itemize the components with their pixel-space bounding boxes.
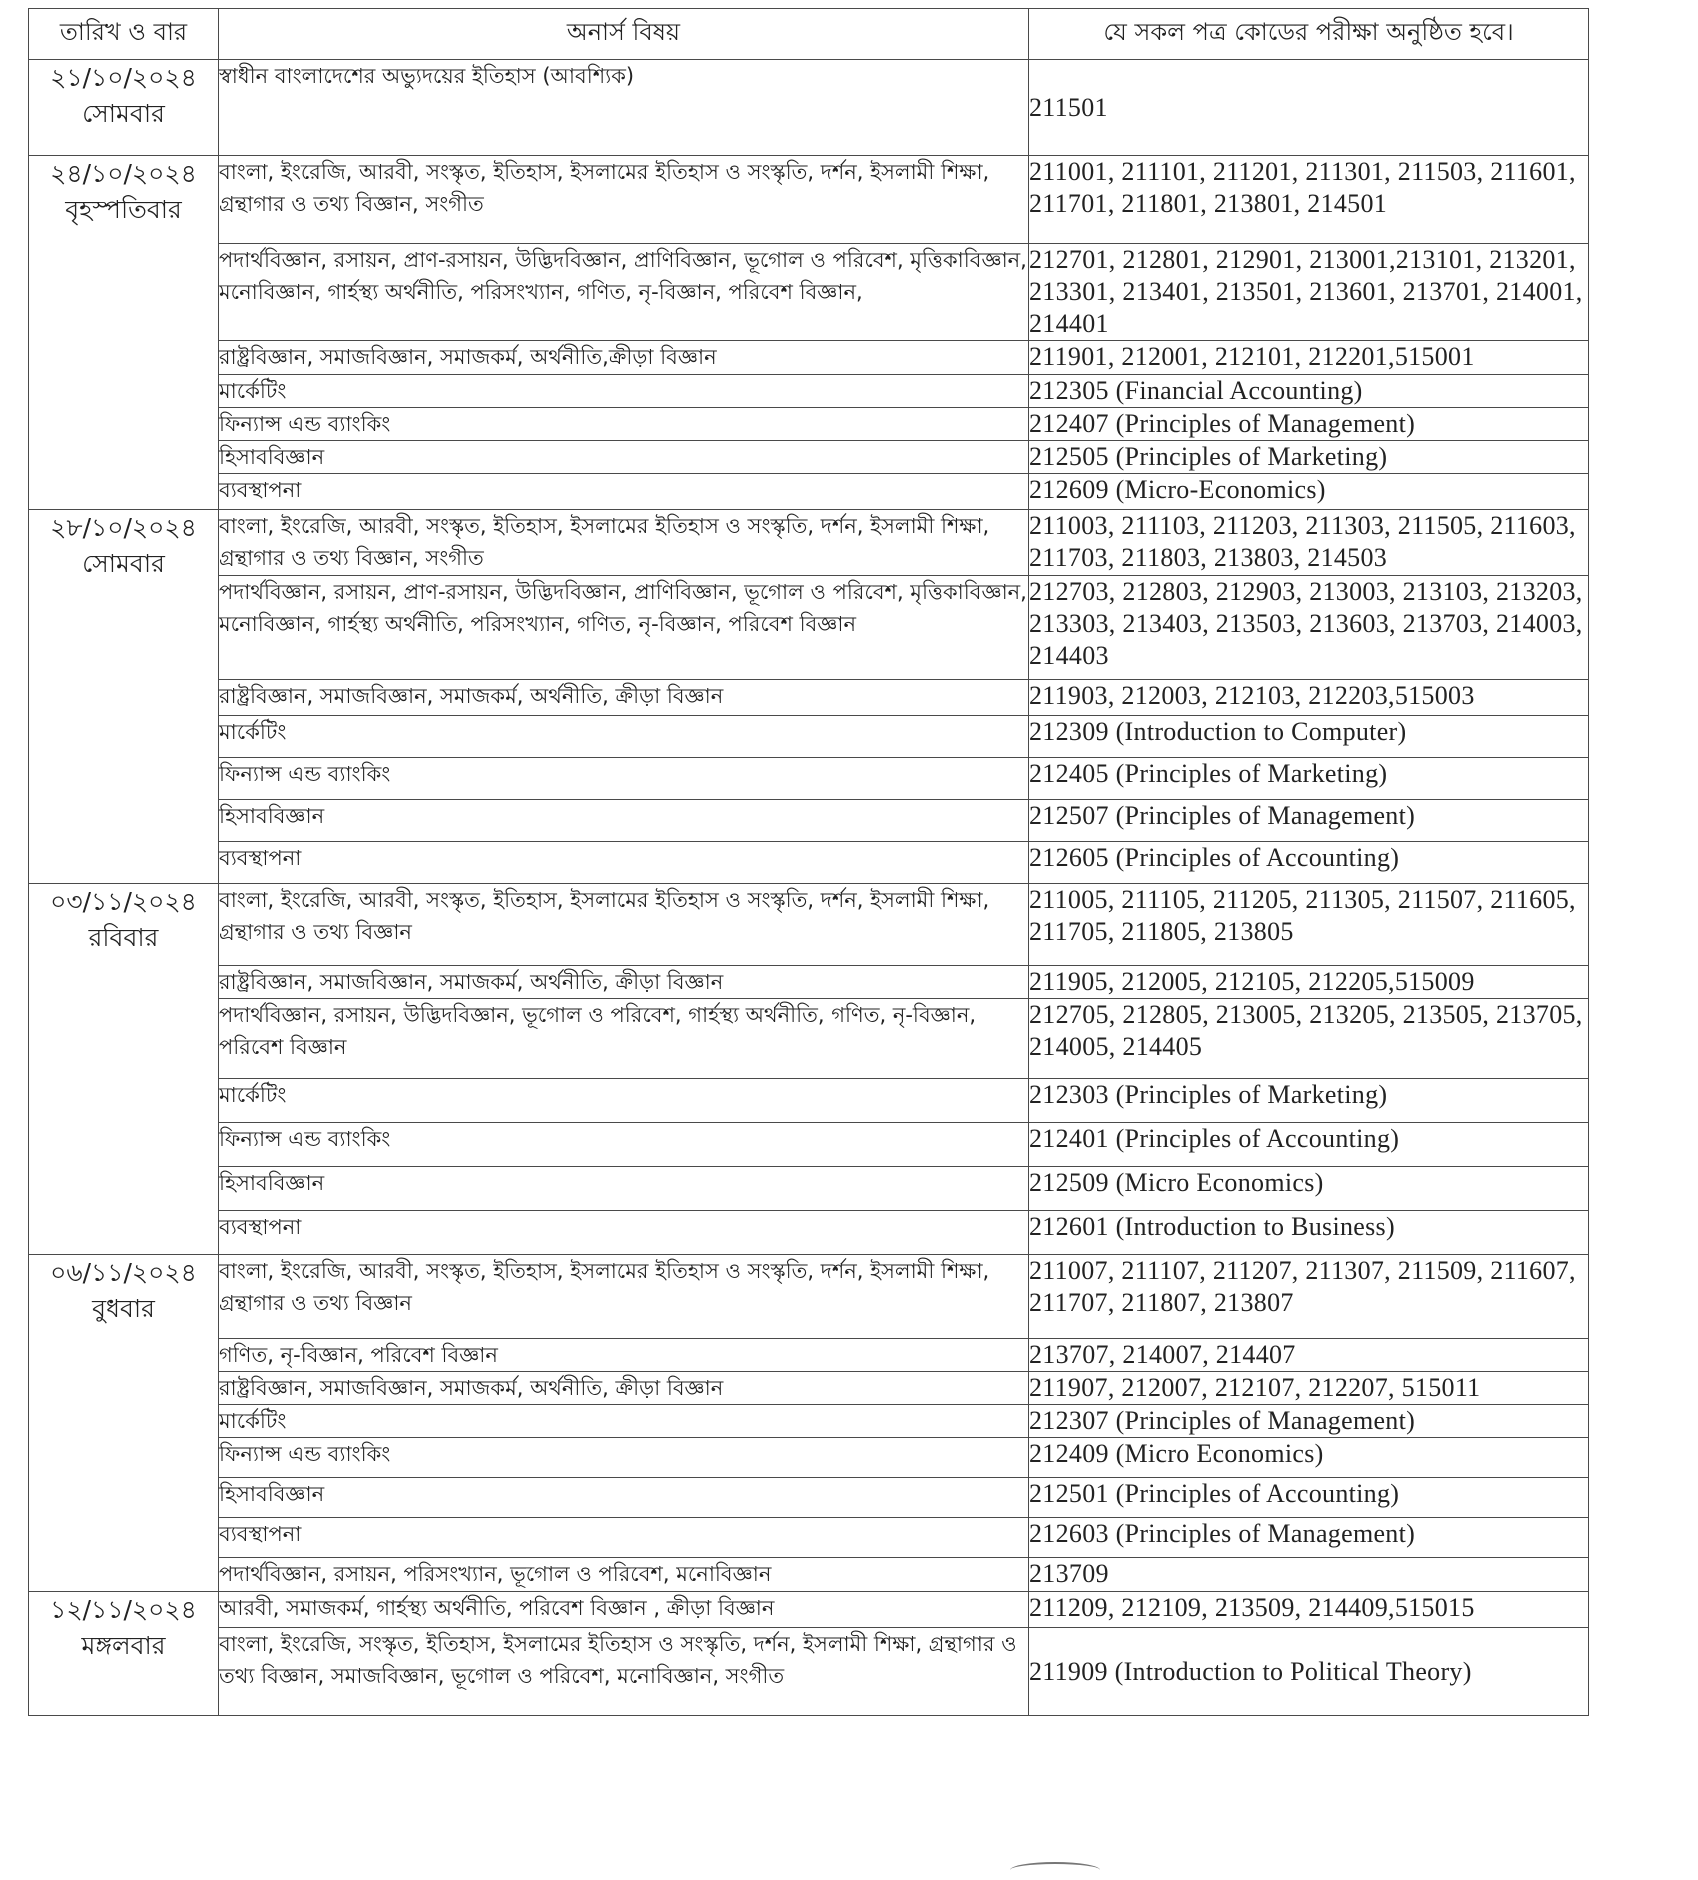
table-row xyxy=(29,1372,1589,1405)
exam-date: ১২/১১/২০২৪ xyxy=(50,1595,197,1624)
date-column-header: তারিখ ও বার xyxy=(29,9,219,60)
paper-codes-cell: 212507 (Principles of Management) xyxy=(1029,800,1589,842)
subjects-cell: বাংলা, ইংরেজি, আরবী, সংস্কৃত, ইতিহাস, ইসলামের ইতিহাস ও সংস্কৃতি, দর্শন, ইসলামী শিক্ষা, গ্রন্থাগার ও তথ্য বিজ্ঞান xyxy=(219,1255,1029,1339)
subjects-cell: মার্কেটিং xyxy=(219,716,1029,758)
exam-date: ২৪/১০/২০২৪ xyxy=(50,159,197,188)
table-row xyxy=(29,375,1589,408)
subjects-cell: হিসাববিজ্ঞান xyxy=(219,800,1029,842)
exam-weekday: রবিবার xyxy=(88,923,159,952)
paper-codes-cell: 211905, 212005, 212105, 212205,515009 xyxy=(1029,966,1589,999)
exam-weekday: সোমবার xyxy=(82,549,165,578)
subjects-cell: গণিত, নৃ-বিজ্ঞান, পরিবেশ বিজ্ঞান xyxy=(219,1339,1029,1372)
table-row xyxy=(29,680,1589,716)
exam-weekday: মঙ্গলবার xyxy=(81,1631,166,1660)
exam-date: ০৩/১১/২০২৪ xyxy=(50,887,197,916)
table-row xyxy=(29,1518,1589,1558)
table-row xyxy=(29,999,1589,1079)
exam-date: ০৬/১১/২০২৪ xyxy=(50,1258,197,1287)
subject-column-header: অনার্স বিষয় xyxy=(219,9,1029,60)
subjects-cell: ফিন্যান্স এন্ড ব্যাংকিং xyxy=(219,408,1029,441)
subjects-cell: হিসাববিজ্ঞান xyxy=(219,1478,1029,1518)
paper-codes-cell: 212309 (Introduction to Computer) xyxy=(1029,716,1589,758)
table-row xyxy=(29,1079,1589,1123)
paper-codes-cell: 211501 xyxy=(1029,60,1589,156)
header-row xyxy=(29,9,1589,60)
table-row xyxy=(29,60,1589,156)
subjects-cell: ব্যবস্থাপনা xyxy=(219,1211,1029,1255)
table-row xyxy=(29,156,1589,244)
subjects-cell: রাষ্ট্রবিজ্ঞান, সমাজবিজ্ঞান, সমাজকর্ম, অর্থনীতি, ক্রীড়া বিজ্ঞান xyxy=(219,680,1029,716)
subjects-cell: ব্যবস্থাপনা xyxy=(219,842,1029,884)
table-row xyxy=(29,341,1589,375)
paper-codes-cell: 212307 (Principles of Management) xyxy=(1029,1405,1589,1438)
table-row xyxy=(29,1592,1589,1628)
paper-codes-cell: 211005, 211105, 211205, 211305, 211507, 211605, 211705, 211805, 213805 xyxy=(1029,884,1589,966)
exam-weekday: বুধবার xyxy=(92,1294,155,1323)
table-row xyxy=(29,1339,1589,1372)
paper-codes-cell: 211209, 212109, 213509, 214409,515015 xyxy=(1029,1592,1589,1628)
exam-schedule-table xyxy=(28,8,1589,1716)
table-row xyxy=(29,1255,1589,1339)
paper-codes-cell: 211901, 212001, 212101, 212201,515001 xyxy=(1029,341,1589,375)
subjects-cell: পদার্থবিজ্ঞান, রসায়ন, প্রাণ-রসায়ন, উদ্ভিদবিজ্ঞান, প্রাণিবিজ্ঞান, ভূগোল ও পরিবেশ, মৃত্তিকাবিজ্ঞান, মনোবিজ্ঞান, গার্হস্থ্য অর্থনীতি, পরিসংখ্যান, গণিত, নৃ-বিজ্ঞান, পরিবেশ বিজ্ঞান, xyxy=(219,244,1029,341)
table-row xyxy=(29,1167,1589,1211)
paper-codes-cell: 211903, 212003, 212103, 212203,515003 xyxy=(1029,680,1589,716)
paper-codes-cell: 213709 xyxy=(1029,1558,1589,1592)
table-row xyxy=(29,1438,1589,1478)
paper-codes-cell: 212605 (Principles of Accounting) xyxy=(1029,842,1589,884)
subjects-cell: ফিন্যান্স এন্ড ব্যাংকিং xyxy=(219,758,1029,800)
paper-codes-cell: 212505 (Principles of Marketing) xyxy=(1029,441,1589,474)
subjects-cell: বাংলা, ইংরেজি, আরবী, সংস্কৃত, ইতিহাস, ইসলামের ইতিহাস ও সংস্কৃতি, দর্শন, ইসলামী শিক্ষা, গ্রন্থাগার ও তথ্য বিজ্ঞান xyxy=(219,884,1029,966)
exam-weekday: সোমবার xyxy=(82,99,165,128)
paper-codes-cell: 211001, 211101, 211201, 211301, 211503, 211601, 211701, 211801, 213801, 214501 xyxy=(1029,156,1589,244)
subjects-cell: বাংলা, ইংরেজি, আরবী, সংস্কৃত, ইতিহাস, ইসলামের ইতিহাস ও সংস্কৃতি, দর্শন, ইসলামী শিক্ষা, গ্রন্থাগার ও তথ্য বিজ্ঞান, সংগীত xyxy=(219,156,1029,244)
subjects-cell: বাংলা, ইংরেজি, আরবী, সংস্কৃত, ইতিহাস, ইসলামের ইতিহাস ও সংস্কৃতি, দর্শন, ইসলামী শিক্ষা, গ্রন্থাগার ও তথ্য বিজ্ঞান, সংগীত xyxy=(219,510,1029,576)
subjects-cell: পদার্থবিজ্ঞান, রসায়ন, পরিসংখ্যান, ভূগোল ও পরিবেশ, মনোবিজ্ঞান xyxy=(219,1558,1029,1592)
subjects-cell: আরবী, সমাজকর্ম, গার্হস্থ্য অর্থনীতি, পরিবেশ বিজ্ঞান , ক্রীড়া বিজ্ঞান xyxy=(219,1592,1029,1628)
paper-codes-cell: 212305 (Financial Accounting) xyxy=(1029,375,1589,408)
subjects-cell: মার্কেটিং xyxy=(219,1079,1029,1123)
subjects-cell: ব্যবস্থাপনা xyxy=(219,474,1029,510)
table-row xyxy=(29,1123,1589,1167)
table-row xyxy=(29,441,1589,474)
paper-codes-cell: 212609 (Micro-Economics) xyxy=(1029,474,1589,510)
table-row xyxy=(29,842,1589,884)
schedule-body xyxy=(29,60,1589,1716)
subjects-cell: হিসাববিজ্ঞান xyxy=(219,441,1029,474)
table-row xyxy=(29,1478,1589,1518)
subjects-cell: রাষ্ট্রবিজ্ঞান, সমাজবিজ্ঞান, সমাজকর্ম, অর্থনীতি, ক্রীড়া বিজ্ঞান xyxy=(219,966,1029,999)
date-cell xyxy=(29,60,219,156)
date-cell xyxy=(29,1255,219,1592)
paper-codes-cell: 212603 (Principles of Management) xyxy=(1029,1518,1589,1558)
subjects-cell: মার্কেটিং xyxy=(219,1405,1029,1438)
table-row xyxy=(29,1628,1589,1716)
paper-codes-cell: 212701, 212801, 212901, 213001,213101, 213201, 213301, 213401, 213501, 213601, 213701, 214001, 214401 xyxy=(1029,244,1589,341)
paper-codes-cell: 211909 (Introduction to Political Theory) xyxy=(1029,1628,1589,1716)
date-cell xyxy=(29,510,219,884)
table-row xyxy=(29,576,1589,680)
table-row xyxy=(29,884,1589,966)
paper-codes-cell: 212601 (Introduction to Business) xyxy=(1029,1211,1589,1255)
paper-codes-cell: 212703, 212803, 212903, 213003, 213103, 213203, 213303, 213403, 213503, 213603, 213703, 214003, 214403 xyxy=(1029,576,1589,680)
paper-codes-cell: 212409 (Micro Economics) xyxy=(1029,1438,1589,1478)
paper-codes-cell: 212705, 212805, 213005, 213205, 213505, 213705, 214005, 214405 xyxy=(1029,999,1589,1079)
subjects-cell: ফিন্যান্স এন্ড ব্যাংকিং xyxy=(219,1438,1029,1478)
paper-codes-cell: 212501 (Principles of Accounting) xyxy=(1029,1478,1589,1518)
table-row xyxy=(29,966,1589,999)
subjects-cell: বাংলা, ইংরেজি, সংস্কৃত, ইতিহাস, ইসলামের ইতিহাস ও সংস্কৃতি, দর্শন, ইসলামী শিক্ষা, গ্রন্থাগার ও তথ্য বিজ্ঞান, সমাজবিজ্ঞান, ভূগোল ও পরিবেশ, মনোবিজ্ঞান, সংগীত xyxy=(219,1628,1029,1716)
table-row xyxy=(29,510,1589,576)
date-cell xyxy=(29,1592,219,1716)
subjects-cell: মার্কেটিং xyxy=(219,375,1029,408)
paper-codes-cell: 211003, 211103, 211203, 211303, 211505, 211603, 211703, 211803, 213803, 214503 xyxy=(1029,510,1589,576)
subjects-cell: ব্যবস্থাপনা xyxy=(219,1518,1029,1558)
subjects-cell: পদার্থবিজ্ঞান, রসায়ন, প্রাণ-রসায়ন, উদ্ভিদবিজ্ঞান, প্রাণিবিজ্ঞান, ভূগোল ও পরিবেশ, মৃত্তিকাবিজ্ঞান, মনোবিজ্ঞান, গার্হস্থ্য অর্থনীতি, পরিসংখ্যান, গণিত, নৃ-বিজ্ঞান, পরিবেশ বিজ্ঞান xyxy=(219,576,1029,680)
paper-codes-cell: 211007, 211107, 211207, 211307, 211509, 211607, 211707, 211807, 213807 xyxy=(1029,1255,1589,1339)
table-row xyxy=(29,1558,1589,1592)
exam-date: ২৮/১০/২০২৪ xyxy=(50,513,197,542)
table-row xyxy=(29,758,1589,800)
paper-codes-cell: 213707, 214007, 214407 xyxy=(1029,1339,1589,1372)
paper-codes-cell: 212407 (Principles of Management) xyxy=(1029,408,1589,441)
table-row xyxy=(29,1405,1589,1438)
exam-weekday: বৃহস্পতিবার xyxy=(65,195,182,224)
paper-codes-cell: 212405 (Principles of Marketing) xyxy=(1029,758,1589,800)
paper-codes-cell: 212509 (Micro Economics) xyxy=(1029,1167,1589,1211)
exam-date: ২১/১০/২০২৪ xyxy=(50,63,197,92)
table-row xyxy=(29,716,1589,758)
subjects-cell: হিসাববিজ্ঞান xyxy=(219,1167,1029,1211)
subjects-cell: ফিন্যান্স এন্ড ব্যাংকিং xyxy=(219,1123,1029,1167)
subjects-cell: রাষ্ট্রবিজ্ঞান, সমাজবিজ্ঞান, সমাজকর্ম, অর্থনীতি, ক্রীড়া বিজ্ঞান xyxy=(219,1372,1029,1405)
subjects-cell: স্বাধীন বাংলাদেশের অভ্যুদয়ের ইতিহাস (আবশ্যিক) xyxy=(219,60,1029,156)
date-cell xyxy=(29,156,219,510)
subjects-cell: রাষ্ট্রবিজ্ঞান, সমাজবিজ্ঞান, সমাজকর্ম, অর্থনীতি,ক্রীড়া বিজ্ঞান xyxy=(219,341,1029,375)
subjects-cell: পদার্থবিজ্ঞান, রসায়ন, উদ্ভিদবিজ্ঞান, ভূগোল ও পরিবেশ, গার্হস্থ্য অর্থনীতি, গণিত, নৃ-বিজ্ঞান, পরিবেশ বিজ্ঞান xyxy=(219,999,1029,1079)
table-row xyxy=(29,408,1589,441)
table-row xyxy=(29,474,1589,510)
page-curl-mark xyxy=(1010,1862,1100,1878)
code-column-header: যে সকল পত্র কোডের পরীক্ষা অনুষ্ঠিত হবে। xyxy=(1029,9,1589,60)
paper-codes-cell: 212303 (Principles of Marketing) xyxy=(1029,1079,1589,1123)
table-row xyxy=(29,1211,1589,1255)
paper-codes-cell: 211907, 212007, 212107, 212207, 515011 xyxy=(1029,1372,1589,1405)
table-row xyxy=(29,244,1589,341)
table-row xyxy=(29,800,1589,842)
date-cell xyxy=(29,884,219,1255)
paper-codes-cell: 212401 (Principles of Accounting) xyxy=(1029,1123,1589,1167)
